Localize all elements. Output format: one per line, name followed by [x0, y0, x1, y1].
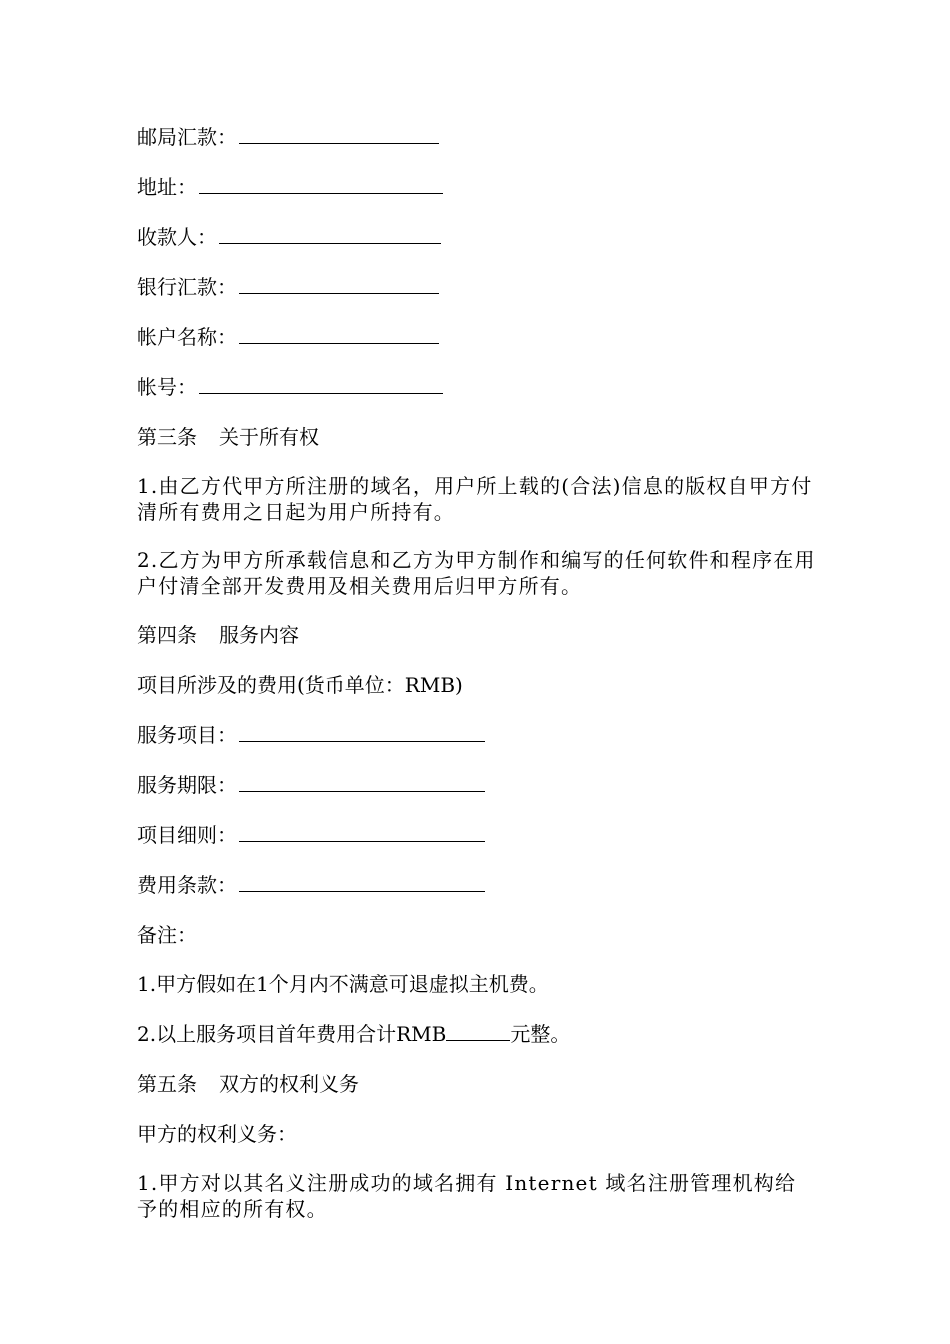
- field-label: 帐户名称：: [137, 325, 237, 349]
- blank-line: [239, 275, 439, 294]
- field-label: 地址：: [137, 175, 197, 199]
- field-account-number: [137, 374, 443, 400]
- article-4-heading: [137, 622, 299, 648]
- field-label: 服务期限：: [137, 773, 237, 797]
- blank-line: [239, 325, 439, 344]
- field-item-details: [137, 822, 485, 848]
- field-service-item: [137, 722, 485, 748]
- field-post-remit: [137, 124, 439, 150]
- field-account-name: [137, 324, 439, 350]
- field-payee: [137, 224, 441, 250]
- blank-line: [239, 873, 485, 892]
- article-number: 第四条: [137, 623, 197, 647]
- field-label: 项目细则：: [137, 823, 237, 847]
- article-title: 关于所有权: [219, 425, 319, 449]
- article-3-heading: [137, 424, 319, 450]
- field-fee-terms: [137, 872, 485, 898]
- article-3-paragraph-2: 2.乙方为甲方所承载信息和乙方为甲方制作和编写的任何软件和程序在用户付清全部开发费用及相关费用后归甲方所有。: [137, 548, 816, 598]
- article-title: 双方的权利义务: [219, 1072, 359, 1096]
- field-label: 邮局汇款：: [137, 125, 237, 149]
- blank-line: [219, 225, 441, 244]
- blank-line: [199, 175, 443, 194]
- blank-line: [239, 125, 439, 144]
- field-label: 银行汇款：: [137, 275, 237, 299]
- article-number: 第五条: [137, 1072, 197, 1096]
- article-5-heading: [137, 1071, 359, 1097]
- article-5-paragraph-1: 1.甲方对以其名义注册成功的域名拥有 Internet 域名注册管理机构给予的相应的所有权。: [137, 1171, 797, 1221]
- blank-line: [446, 1022, 510, 1041]
- remark-text-end: 元整。: [510, 1022, 571, 1046]
- remark-item-1: 1.甲方假如在1个月内不满意可退虚拟主机费。: [137, 972, 549, 996]
- field-label: 帐号：: [137, 375, 197, 399]
- fee-currency-note: 项目所涉及的费用(货币单位：RMB): [137, 673, 463, 697]
- article-number: 第三条: [137, 425, 197, 449]
- field-label: 收款人：: [137, 225, 217, 249]
- remark-item-2: [137, 1021, 570, 1047]
- blank-line: [199, 375, 443, 394]
- remark-label: 备注：: [137, 923, 197, 947]
- blank-line: [239, 773, 485, 792]
- field-label: 费用条款：: [137, 873, 237, 897]
- field-bank-remit: [137, 274, 439, 300]
- blank-line: [239, 823, 485, 842]
- field-address: [137, 174, 443, 200]
- remark-text: 2.以上服务项目首年费用合计RMB: [137, 1022, 447, 1046]
- blank-line: [239, 723, 485, 742]
- party-a-rights-heading: 甲方的权利义务：: [137, 1122, 297, 1146]
- field-label: 服务项目：: [137, 723, 237, 747]
- field-service-term: [137, 772, 485, 798]
- article-title: 服务内容: [219, 623, 299, 647]
- article-3-paragraph-1: 1.由乙方代甲方所注册的域名，用户所上载的(合法)信息的版权自甲方付清所有费用之日起为用户所持有。: [137, 474, 813, 524]
